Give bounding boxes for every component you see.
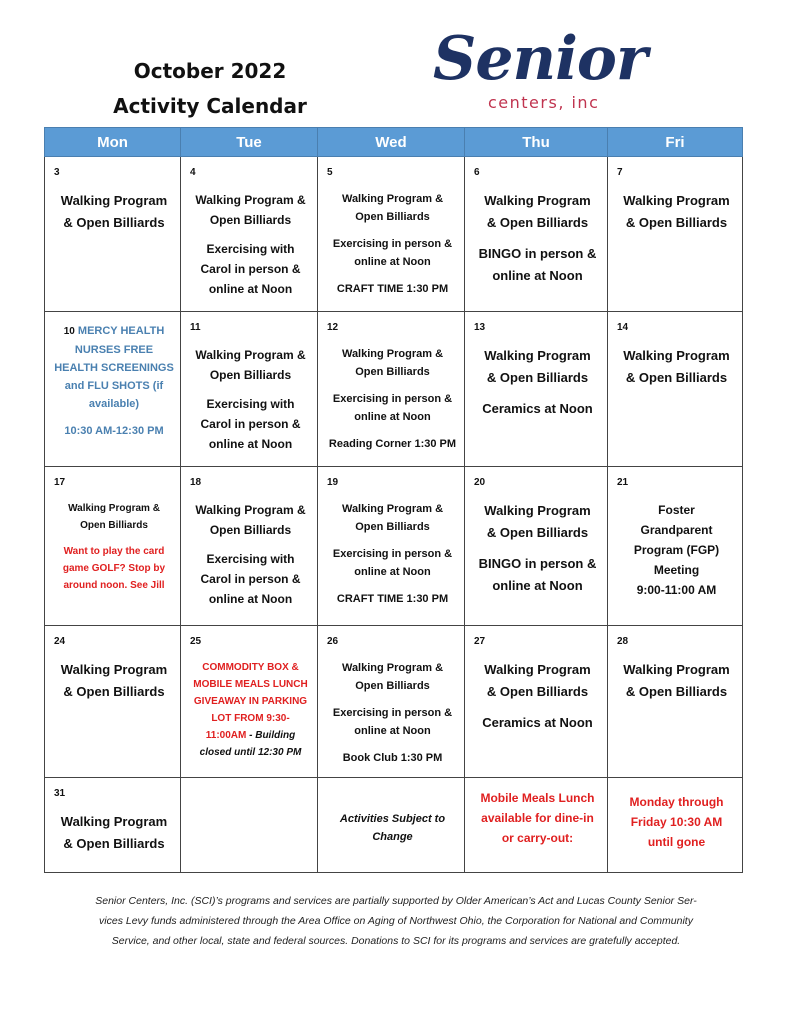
activity-line: Meeting xyxy=(653,563,700,577)
day-cell xyxy=(181,312,318,467)
day-number: 4 xyxy=(190,167,196,178)
activity-line xyxy=(54,322,174,341)
activity-line: & Open Billiards xyxy=(63,215,165,230)
day-cell xyxy=(465,626,608,778)
activity-line: Change xyxy=(372,831,413,843)
activity-calendar-table xyxy=(44,127,743,873)
activity-line: or carry-out: xyxy=(501,831,574,845)
funding-disclaimer xyxy=(62,891,730,951)
activity-line: Walking Program xyxy=(484,193,591,208)
day-number: 27 xyxy=(474,636,486,647)
activity-line: Exercising with xyxy=(206,552,295,566)
activity-line: GIVEAWAY IN PARKING xyxy=(193,696,308,707)
day-cell xyxy=(318,626,465,778)
activity-line: BINGO in person & xyxy=(478,246,597,261)
activity-line: COMMODITY BOX & xyxy=(202,662,299,673)
activity-line: Open Billiards xyxy=(355,211,430,223)
day-number: 31 xyxy=(54,788,66,799)
week-row xyxy=(45,467,743,626)
activity-line: online at Noon xyxy=(354,411,431,423)
activity-line: Exercising in person & xyxy=(332,393,453,405)
activity-line: Walking Program & xyxy=(195,193,306,207)
activity-line: & Open Billiards xyxy=(486,525,589,540)
day-cell xyxy=(181,626,318,778)
activity-line: Exercising in person & xyxy=(332,238,453,250)
day-cell xyxy=(608,467,743,626)
activity-line: Walking Program xyxy=(623,193,730,208)
activity-line: 10:30 AM-12:30 PM xyxy=(64,425,164,437)
activity-line: Carol in person & xyxy=(200,572,301,586)
header-wed: Wed xyxy=(318,128,465,157)
activity-line: & Open Billiards xyxy=(625,370,728,385)
activity-line: LOT FROM 9:30- xyxy=(211,713,290,724)
week-row xyxy=(45,157,743,312)
activity-line: Mobile Meals Lunch xyxy=(480,791,595,805)
activity-line: Carol in person & xyxy=(200,417,301,431)
day-number: 18 xyxy=(190,477,202,488)
day-number: 6 xyxy=(474,167,480,178)
activity-line: online at Noon xyxy=(354,725,431,737)
activity-line: HEALTH SCREENINGS xyxy=(54,362,174,374)
activity-line: Walking Program & xyxy=(341,193,444,205)
day-cell xyxy=(465,467,608,626)
activity-line: online at Noon xyxy=(208,282,293,296)
activity-line: Exercising in person & xyxy=(332,707,453,719)
activity-line: & Open Billiards xyxy=(625,215,728,230)
day-number: 10 xyxy=(63,326,75,337)
activity-line: Walking Program & xyxy=(341,503,444,515)
day-number: 5 xyxy=(327,167,333,178)
activity-line: available) xyxy=(88,398,140,410)
day-number: 26 xyxy=(327,636,339,647)
calendar-title xyxy=(95,54,325,124)
activity-line: Exercising with xyxy=(206,397,295,411)
activity-line: Grandparent xyxy=(640,523,713,537)
activity-line: Exercising in person & xyxy=(332,548,453,560)
activity-line: Walking Program xyxy=(623,348,730,363)
activity-line: Exercising with xyxy=(206,242,295,256)
activity-line: around noon. See Jill xyxy=(63,580,165,591)
day-number: 12 xyxy=(327,322,339,333)
day-cell xyxy=(181,467,318,626)
activity-line xyxy=(190,727,311,744)
activity-line: 9:00-11:00 AM xyxy=(636,583,717,597)
activity-line: available for dine-in xyxy=(481,811,594,825)
activity-line: game GOLF? Stop by xyxy=(62,563,166,574)
logo-subtitle: centers, inc xyxy=(488,93,600,112)
activity-line: Open Billiards xyxy=(355,680,430,692)
activity-line: Walking Program xyxy=(623,662,730,677)
day-cell xyxy=(608,157,743,312)
activity-line: online at Noon xyxy=(354,256,431,268)
activity-line: & Open Billiards xyxy=(486,370,589,385)
activity-line: CRAFT TIME 1:30 PM xyxy=(336,593,449,605)
activity-line: Open Billiards xyxy=(209,213,292,227)
week-row xyxy=(45,778,743,873)
activity-line: Want to play the card xyxy=(63,546,165,557)
day-cell xyxy=(318,778,465,873)
day-number: 7 xyxy=(617,167,623,178)
activity-line: Friday 10:30 AM xyxy=(630,815,723,829)
day-number: 3 xyxy=(54,167,60,178)
title-subtitle: Activity Calendar xyxy=(113,94,307,118)
day-cell xyxy=(465,157,608,312)
week-row xyxy=(45,312,743,467)
activity-line: Walking Program & xyxy=(195,503,306,517)
activity-line: Open Billiards xyxy=(355,366,430,378)
weekday-header-row xyxy=(45,128,743,157)
activity-line: & Open Billiards xyxy=(63,836,165,851)
header-tue: Tue xyxy=(181,128,318,157)
header-mon: Mon xyxy=(45,128,181,157)
header-fri: Fri xyxy=(608,128,743,157)
activity-line: Walking Program & xyxy=(341,662,444,674)
activity-line: Walking Program & xyxy=(68,503,160,514)
activity-line: & Open Billiards xyxy=(625,684,728,699)
activity-line: Walking Program xyxy=(60,814,168,829)
activity-line: & Open Billiards xyxy=(63,684,165,699)
activity-line: Activities Subject to xyxy=(339,813,446,825)
day-cell xyxy=(181,157,318,312)
day-cell xyxy=(318,467,465,626)
activity-line: & Open Billiards xyxy=(486,215,589,230)
day-number: 14 xyxy=(617,322,629,333)
footer-line: Senior Centers, Inc. (SCI)’s programs and services are partially supported by Older American’s Act and Lucas County Senior Ser- xyxy=(95,895,697,907)
activity-line: Walking Program xyxy=(60,662,168,677)
footer-line: vices Levy funds administered through the Area Office on Aging of Northwest Ohio, the Corporation for National and Community xyxy=(99,915,693,927)
activity-line: Open Billiards xyxy=(355,521,430,533)
day-cell xyxy=(45,778,181,873)
activity-line: Reading Corner 1:30 PM xyxy=(328,438,457,450)
day-cell xyxy=(45,312,181,467)
activity-line: Walking Program xyxy=(484,662,591,677)
logo-script-text: Senior xyxy=(433,24,647,94)
day-cell xyxy=(318,157,465,312)
day-number: 11 xyxy=(190,322,201,333)
day-number: 28 xyxy=(617,636,629,647)
activity-line: Ceramics at Noon xyxy=(482,715,593,730)
activity-line: & Open Billiards xyxy=(486,684,589,699)
day-cell xyxy=(608,626,743,778)
week-row xyxy=(45,626,743,778)
activity-line: Book Club 1:30 PM xyxy=(342,752,443,764)
activity-line: Carol in person & xyxy=(200,262,301,276)
activity-line: Open Billiards xyxy=(209,523,292,537)
senior-centers-logo xyxy=(425,20,655,120)
footer-line: Service, and other local, state and federal sources. Donations to SCI for its programs and services are gratefully accepted. xyxy=(111,935,681,947)
activity-line: Foster xyxy=(658,503,695,517)
activity-line: 11:00AM xyxy=(205,730,247,741)
activity-line: Open Billiards xyxy=(209,368,292,382)
day-cell xyxy=(465,312,608,467)
day-number: 19 xyxy=(327,477,339,488)
day-number: 24 xyxy=(54,636,66,647)
day-number: 21 xyxy=(617,477,629,488)
activity-line: MOBILE MEALS LUNCH xyxy=(193,679,308,690)
activity-line: until gone xyxy=(647,835,706,849)
day-number: 17 xyxy=(54,477,66,488)
activity-line: Walking Program & xyxy=(195,348,306,362)
activity-line: online at Noon xyxy=(492,578,583,593)
activity-line: CRAFT TIME 1:30 PM xyxy=(336,283,449,295)
activity-line: Monday through xyxy=(629,795,724,809)
activity-line: Open Billiards xyxy=(80,520,148,531)
day-cell xyxy=(608,312,743,467)
day-number: 13 xyxy=(474,322,486,333)
activity-line: Ceramics at Noon xyxy=(482,401,593,416)
day-cell xyxy=(318,312,465,467)
day-cell xyxy=(45,626,181,778)
empty-day-cell xyxy=(181,778,318,873)
activity-line: online at Noon xyxy=(492,268,583,283)
header-thu: Thu xyxy=(465,128,608,157)
activity-line: - Building xyxy=(246,730,296,741)
day-number: 20 xyxy=(474,477,486,488)
activity-line: online at Noon xyxy=(354,566,431,578)
activity-line: NURSES FREE xyxy=(74,344,154,356)
day-cell xyxy=(45,157,181,312)
day-cell xyxy=(608,778,743,873)
activity-line: MERCY HEALTH xyxy=(77,325,165,337)
day-number: 25 xyxy=(190,636,202,647)
activity-line: online at Noon xyxy=(208,437,293,451)
title-month: October 2022 xyxy=(133,59,287,83)
activity-line: Walking Program xyxy=(484,503,591,518)
activity-line: closed until 12:30 PM xyxy=(199,747,302,758)
activity-line: online at Noon xyxy=(208,592,293,606)
activity-line: Walking Program xyxy=(60,193,168,208)
day-cell xyxy=(465,778,608,873)
activity-line: Program (FGP) xyxy=(633,543,720,557)
day-cell xyxy=(45,467,181,626)
activity-line: Walking Program xyxy=(484,348,591,363)
activity-line: Walking Program & xyxy=(341,348,444,360)
activity-line: BINGO in person & xyxy=(478,556,597,571)
activity-line: and FLU SHOTS (if xyxy=(64,380,164,392)
